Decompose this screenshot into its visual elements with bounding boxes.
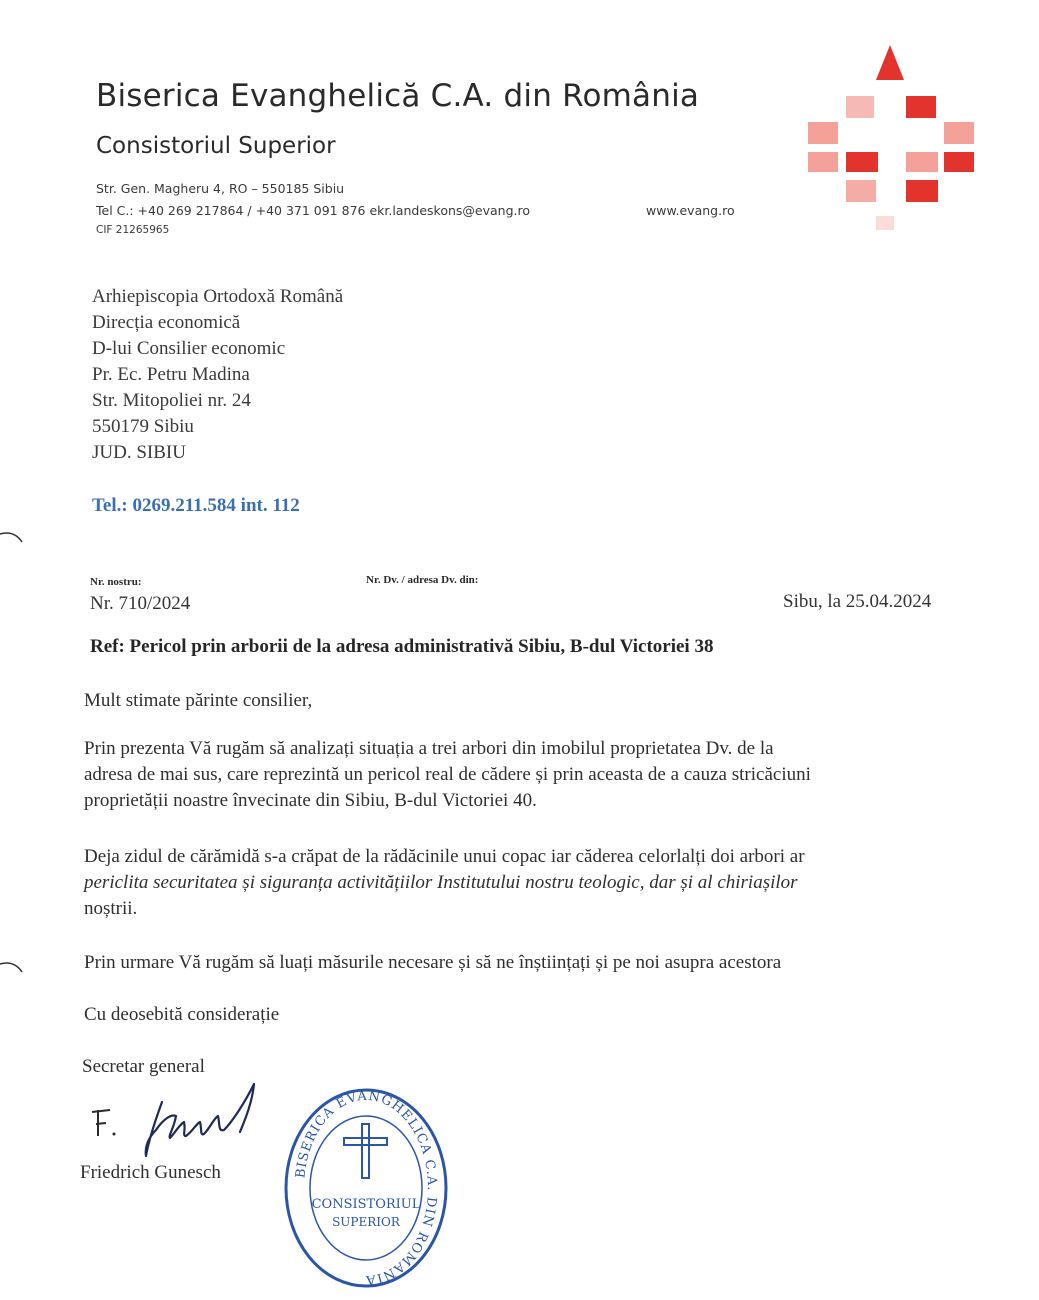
signatory-title: Secretar general [82, 1056, 205, 1077]
header-address: Str. Gen. Magheru 4, RO – 550185 Sibiu [96, 181, 345, 196]
recipient-line-6: 550179 Sibiu [92, 416, 194, 437]
recipient-line-4: Pr. Ec. Petru Madina [92, 364, 250, 385]
your-number-label: Nr. Dv. / adresa Dv. din: [366, 574, 479, 586]
paragraph-2-line-3: noștrii. [84, 898, 138, 919]
header-website: www.evang.ro [646, 203, 735, 218]
signature-icon [84, 1074, 274, 1164]
header-cif: CIF 21265965 [96, 224, 170, 236]
our-number-label: Nr. nostru: [90, 576, 142, 588]
subject-line: Ref: Pericol prin arborii de la adresa administrativă Sibiu, B-dul Victoriei 38 [90, 636, 714, 657]
paragraph-1-line-1: Prin prezenta Vă rugăm să analizați situația a trei arbori din imobilul proprietatea Dv. de la [84, 738, 774, 759]
closing: Cu deosebită considerație [84, 1004, 280, 1025]
paragraph-2-line-1: Deja zidul de cărămidă s-a crăpat de la rădăcinile unui copac iar căderea celorlalți doi arbori ar [84, 846, 805, 867]
recipient-line-7: JUD. SIBIU [92, 442, 186, 463]
registration-number: Nr. 710/2024 [90, 593, 191, 614]
place-date: Sibu, la 25.04.2024 [783, 591, 932, 612]
recipient-line-5: Str. Mitopoliei nr. 24 [92, 390, 251, 411]
header-contact: Tel C.: +40 269 217864 / +40 371 091 876 ekr.landeskons@evang.ro [96, 203, 530, 218]
punch-mark-icon [0, 958, 26, 978]
organization-subtitle: Consistoriul Superior [96, 133, 336, 159]
recipient-line-3: D-lui Consilier economic [92, 338, 286, 359]
recipient-line-2: Direcția economică [92, 312, 241, 333]
seal-center-line-2: SUPERIOR [332, 1215, 400, 1229]
paragraph-2-line-2: periclita securitatea și siguranța activitățiilor Institutului nostru teologic, dar și al chiriașilor [84, 872, 798, 893]
recipient-phone: Tel.: 0269.211.584 int. 112 [92, 495, 300, 516]
paragraph-1-line-3: proprietății noastre învecinate din Sibiu, B-dul Victoriei 40. [84, 790, 537, 811]
official-seal-icon [282, 1086, 450, 1290]
paragraph-1-line-2: adresa de mai sus, care reprezintă un pericol real de cădere și prin aceasta de a cauza stricăciuni [84, 764, 811, 785]
punch-mark-icon [0, 528, 26, 548]
seal-ring-text: BISERICA EVANGHELICA C.A. DIN ROMANIA [293, 1088, 440, 1288]
recipient-line-1: Arhiepiscopia Ortodoxă Română [92, 286, 344, 307]
seal-center-line-1: CONSISTORIUL [311, 1197, 421, 1212]
signatory-name: Friedrich Gunesch [80, 1162, 221, 1183]
church-logo-icon [800, 40, 980, 236]
salutation: Mult stimate părinte consilier, [84, 690, 313, 711]
organization-name: Biserica Evanghelică C.A. din România [96, 78, 700, 114]
paragraph-3: Prin urmare Vă rugăm să luați măsurile necesare și să ne înștiințați și pe noi asupra acestora [84, 952, 782, 973]
svg-text:BISERICA EVANGHELICA C.A. DIN [293, 1089, 439, 1288]
